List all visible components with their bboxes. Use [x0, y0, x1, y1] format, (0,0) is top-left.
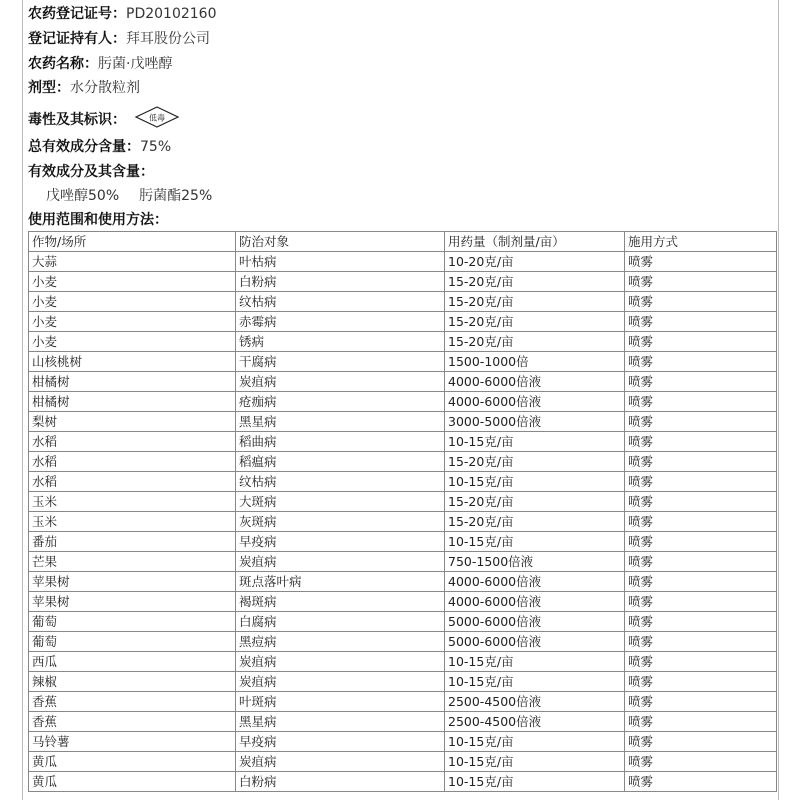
- cell-method: 喷雾: [625, 572, 777, 592]
- cell-dosage: 10-20克/亩: [445, 252, 625, 272]
- table-row: [29, 572, 777, 592]
- cell-method: 喷雾: [625, 292, 777, 312]
- table-row: [29, 292, 777, 312]
- cell-target: 纹枯病: [236, 292, 445, 312]
- cell-dosage: 10-15克/亩: [445, 472, 625, 492]
- cell-dosage: 5000-6000倍液: [445, 632, 625, 652]
- cell-crop: 水稻: [29, 432, 236, 452]
- cell-target: 稻瘟病: [236, 452, 445, 472]
- cell-dosage: 2500-4500倍液: [445, 692, 625, 712]
- cell-target: 大斑病: [236, 492, 445, 512]
- cell-method: 喷雾: [625, 692, 777, 712]
- table-row: [29, 512, 777, 532]
- cell-dosage: 15-20克/亩: [445, 292, 625, 312]
- table-row: [29, 732, 777, 752]
- cell-target: 黑痘病: [236, 632, 445, 652]
- table-row: [29, 312, 777, 332]
- table-row: [29, 772, 777, 792]
- cell-method: 喷雾: [625, 372, 777, 392]
- cell-dosage: 3000-5000倍液: [445, 412, 625, 432]
- cell-dosage: 10-15克/亩: [445, 432, 625, 452]
- cell-crop: 玉米: [29, 512, 236, 532]
- ingredients-heading: [28, 162, 154, 182]
- cell-method: 喷雾: [625, 272, 777, 292]
- holder-field: [28, 29, 210, 49]
- cell-target: 早疫病: [236, 732, 445, 752]
- table-row: [29, 392, 777, 412]
- cell-method: 喷雾: [625, 592, 777, 612]
- table-row: [29, 652, 777, 672]
- cell-method: 喷雾: [625, 352, 777, 372]
- cell-method: 喷雾: [625, 472, 777, 492]
- cell-crop: 辣椒: [29, 672, 236, 692]
- cell-target: 纹枯病: [236, 472, 445, 492]
- table-row: [29, 472, 777, 492]
- cell-crop: 小麦: [29, 332, 236, 352]
- pesticide-name-label: 农药名称：: [28, 56, 98, 72]
- cell-target: 炭疽病: [236, 752, 445, 772]
- cell-crop: 香蕉: [29, 712, 236, 732]
- table-row: [29, 352, 777, 372]
- table-row: [29, 752, 777, 772]
- cell-method: 喷雾: [625, 712, 777, 732]
- cell-dosage: 10-15克/亩: [445, 672, 625, 692]
- cell-method: 喷雾: [625, 432, 777, 452]
- cell-dosage: 5000-6000倍液: [445, 612, 625, 632]
- cell-method: 喷雾: [625, 672, 777, 692]
- table-row: [29, 692, 777, 712]
- table-header-row: [29, 232, 777, 252]
- cell-dosage: 2500-4500倍液: [445, 712, 625, 732]
- cell-crop: 山核桃树: [29, 352, 236, 372]
- total-content-field: [28, 137, 171, 157]
- cell-crop: 马铃薯: [29, 732, 236, 752]
- cell-target: 早疫病: [236, 532, 445, 552]
- column-header-method: 施用方式: [625, 232, 777, 252]
- formulation-label: 剂型：: [28, 80, 70, 96]
- cell-dosage: 4000-6000倍液: [445, 392, 625, 412]
- cell-dosage: 4000-6000倍液: [445, 592, 625, 612]
- cell-target: 赤霉病: [236, 312, 445, 332]
- table-row: [29, 632, 777, 652]
- cell-target: 黑星病: [236, 712, 445, 732]
- column-header-dosage: 用药量（制剂量/亩）: [445, 232, 625, 252]
- cell-method: 喷雾: [625, 652, 777, 672]
- cell-method: 喷雾: [625, 532, 777, 552]
- cell-target: 褐斑病: [236, 592, 445, 612]
- cell-method: 喷雾: [625, 312, 777, 332]
- usage-table: [28, 231, 777, 792]
- cell-target: 锈病: [236, 332, 445, 352]
- table-row: [29, 672, 777, 692]
- cell-dosage: 10-15克/亩: [445, 752, 625, 772]
- cell-dosage: 4000-6000倍液: [445, 572, 625, 592]
- cell-method: 喷雾: [625, 512, 777, 532]
- cell-target: 叶枯病: [236, 252, 445, 272]
- toxicity-badge-text: 低毒: [149, 113, 165, 123]
- cell-crop: 苹果树: [29, 592, 236, 612]
- cell-method: 喷雾: [625, 772, 777, 792]
- table-row: [29, 712, 777, 732]
- cell-dosage: 15-20克/亩: [445, 492, 625, 512]
- column-header-crop: 作物/场所: [29, 232, 236, 252]
- registration-number-field: [28, 4, 216, 24]
- cell-target: 叶斑病: [236, 692, 445, 712]
- cell-target: 灰斑病: [236, 512, 445, 532]
- cell-crop: 番茄: [29, 532, 236, 552]
- cell-dosage: 750-1500倍液: [445, 552, 625, 572]
- registration-number-label: 农药登记证号：: [28, 6, 126, 22]
- cell-crop: 黄瓜: [29, 752, 236, 772]
- ingredient-item: 肟菌酯25%: [139, 188, 213, 204]
- cell-crop: 水稻: [29, 472, 236, 492]
- cell-dosage: 10-15克/亩: [445, 732, 625, 752]
- cell-dosage: 15-20克/亩: [445, 512, 625, 532]
- cell-target: 稻曲病: [236, 432, 445, 452]
- total-content-label: 总有效成分含量：: [28, 139, 140, 155]
- cell-crop: 苹果树: [29, 572, 236, 592]
- holder-value: 拜耳股份公司: [126, 31, 210, 47]
- cell-dosage: 15-20克/亩: [445, 332, 625, 352]
- cell-target: 白腐病: [236, 612, 445, 632]
- cell-crop: 香蕉: [29, 692, 236, 712]
- cell-dosage: 10-15克/亩: [445, 532, 625, 552]
- cell-target: 干腐病: [236, 352, 445, 372]
- column-header-target: 防治对象: [236, 232, 445, 252]
- table-row: [29, 372, 777, 392]
- cell-crop: 玉米: [29, 492, 236, 512]
- formulation-value: 水分散粒剂: [70, 80, 140, 96]
- low-toxicity-badge-icon: [134, 106, 180, 134]
- cell-target: 炭疽病: [236, 552, 445, 572]
- cell-dosage: 15-20克/亩: [445, 272, 625, 292]
- table-row: [29, 552, 777, 572]
- cell-crop: 小麦: [29, 272, 236, 292]
- cell-method: 喷雾: [625, 732, 777, 752]
- registration-number-value: PD20102160: [126, 6, 217, 22]
- ingredients-label: 有效成分及其含量：: [28, 164, 154, 180]
- table-row: [29, 332, 777, 352]
- usage-label: 使用范围和使用方法：: [28, 212, 168, 228]
- cell-method: 喷雾: [625, 632, 777, 652]
- usage-heading: [28, 210, 168, 230]
- cell-method: 喷雾: [625, 252, 777, 272]
- cell-target: 炭疽病: [236, 672, 445, 692]
- table-row: [29, 592, 777, 612]
- ingredient-item: 戊唑醇50%: [46, 188, 120, 204]
- cell-dosage: 1500-1000倍: [445, 352, 625, 372]
- cell-method: 喷雾: [625, 552, 777, 572]
- cell-crop: 水稻: [29, 452, 236, 472]
- total-content-value: 75%: [140, 139, 172, 155]
- table-row: [29, 432, 777, 452]
- cell-crop: 柑橘树: [29, 372, 236, 392]
- formulation-field: [28, 78, 140, 98]
- table-row: [29, 252, 777, 272]
- table-row: [29, 272, 777, 292]
- cell-method: 喷雾: [625, 752, 777, 772]
- cell-target: 斑点落叶病: [236, 572, 445, 592]
- table-row: [29, 452, 777, 472]
- cell-crop: 小麦: [29, 292, 236, 312]
- cell-method: 喷雾: [625, 332, 777, 352]
- table-row: [29, 532, 777, 552]
- cell-dosage: 15-20克/亩: [445, 312, 625, 332]
- cell-target: 白粉病: [236, 272, 445, 292]
- cell-target: 白粉病: [236, 772, 445, 792]
- cell-crop: 大蒜: [29, 252, 236, 272]
- ingredients-list: [46, 186, 212, 206]
- cell-target: 炭疽病: [236, 372, 445, 392]
- cell-crop: 葡萄: [29, 612, 236, 632]
- pesticide-name-field: [28, 54, 172, 74]
- table-row: [29, 612, 777, 632]
- cell-crop: 黄瓜: [29, 772, 236, 792]
- cell-method: 喷雾: [625, 412, 777, 432]
- holder-label: 登记证持有人：: [28, 31, 126, 47]
- table-row: [29, 492, 777, 512]
- toxicity-field: [28, 106, 180, 134]
- cell-dosage: 4000-6000倍液: [445, 372, 625, 392]
- cell-method: 喷雾: [625, 452, 777, 472]
- table-body: [29, 252, 777, 792]
- cell-method: 喷雾: [625, 392, 777, 412]
- pesticide-name-value: 肟菌·戊唑醇: [98, 56, 173, 72]
- cell-target: 炭疽病: [236, 652, 445, 672]
- cell-target: 黑星病: [236, 412, 445, 432]
- cell-crop: 西瓜: [29, 652, 236, 672]
- cell-crop: 芒果: [29, 552, 236, 572]
- cell-crop: 梨树: [29, 412, 236, 432]
- cell-crop: 小麦: [29, 312, 236, 332]
- cell-crop: 葡萄: [29, 632, 236, 652]
- cell-dosage: 15-20克/亩: [445, 452, 625, 472]
- cell-method: 喷雾: [625, 492, 777, 512]
- cell-target: 疮痂病: [236, 392, 445, 412]
- cell-crop: 柑橘树: [29, 392, 236, 412]
- cell-method: 喷雾: [625, 612, 777, 632]
- cell-dosage: 10-15克/亩: [445, 772, 625, 792]
- toxicity-label: 毒性及其标识：: [28, 112, 126, 128]
- cell-dosage: 10-15克/亩: [445, 652, 625, 672]
- table-row: [29, 412, 777, 432]
